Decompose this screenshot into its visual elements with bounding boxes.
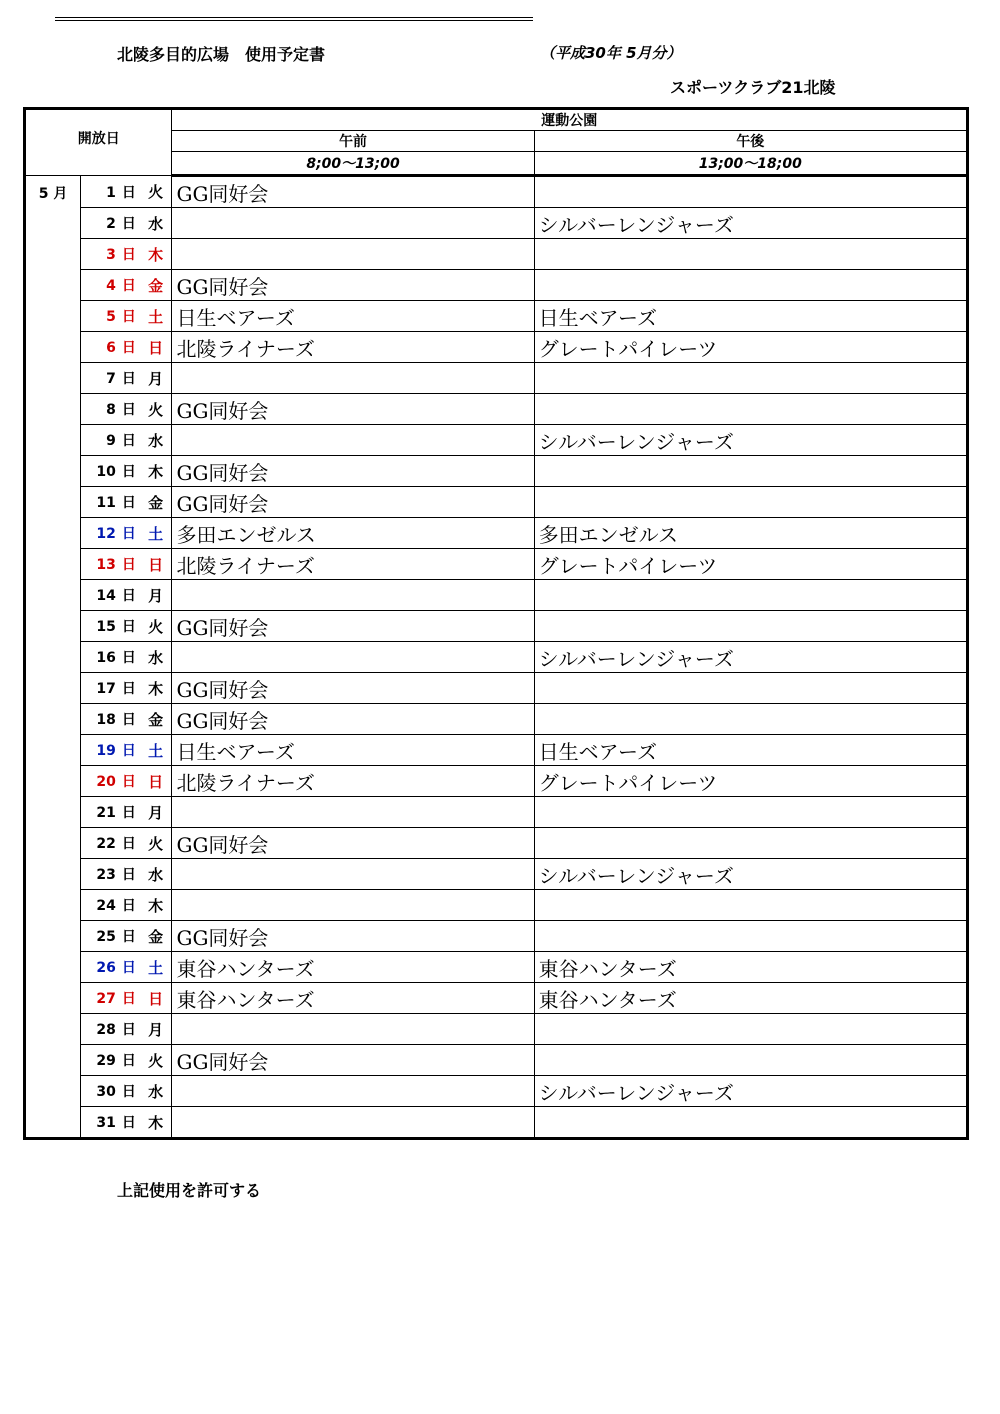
table-row bbox=[25, 518, 968, 549]
day-cell bbox=[81, 797, 140, 828]
day-cell bbox=[81, 518, 140, 549]
pm-booking: グレートパイレーツ bbox=[534, 549, 967, 580]
weekday-cell: 水 bbox=[140, 859, 172, 890]
table-row bbox=[25, 208, 968, 239]
pm-booking: グレートパイレーツ bbox=[534, 332, 967, 363]
day-suffix: 日 bbox=[121, 495, 136, 511]
table-row bbox=[25, 952, 968, 983]
day-number: 19 bbox=[96, 743, 116, 759]
day-number: 27 bbox=[96, 991, 116, 1007]
schedule-table bbox=[23, 107, 969, 1140]
weekday-cell: 火 bbox=[140, 394, 172, 425]
day-cell bbox=[81, 673, 140, 704]
table-row bbox=[25, 1107, 968, 1139]
table-row bbox=[25, 239, 968, 270]
am-booking: 日生ベアーズ bbox=[172, 301, 534, 332]
day-number: 22 bbox=[96, 836, 116, 852]
table-row bbox=[25, 642, 968, 673]
day-cell bbox=[81, 766, 140, 797]
day-number: 13 bbox=[96, 557, 116, 573]
table-row bbox=[25, 828, 968, 859]
weekday-cell: 土 bbox=[140, 735, 172, 766]
pm-booking: シルバーレンジャーズ bbox=[534, 208, 967, 239]
am-booking: 東谷ハンターズ bbox=[172, 952, 534, 983]
day-suffix: 日 bbox=[121, 309, 136, 325]
am-booking: GG同好会 bbox=[172, 673, 534, 704]
day-number: 17 bbox=[96, 681, 116, 697]
table-row bbox=[25, 456, 968, 487]
am-booking: GG同好会 bbox=[172, 921, 534, 952]
pm-booking bbox=[534, 239, 967, 270]
day-number: 30 bbox=[96, 1084, 116, 1100]
am-booking: GG同好会 bbox=[172, 394, 534, 425]
day-suffix: 日 bbox=[121, 1022, 136, 1038]
approval-note: 上記使用を許可する bbox=[117, 1181, 262, 1200]
day-suffix: 日 bbox=[121, 619, 136, 635]
am-booking: 多田エンゼルス bbox=[172, 518, 534, 549]
day-suffix: 日 bbox=[121, 867, 136, 883]
day-cell bbox=[81, 487, 140, 518]
day-suffix: 日 bbox=[121, 836, 136, 852]
pm-booking bbox=[534, 580, 967, 611]
am-booking: GG同好会 bbox=[172, 270, 534, 301]
table-row bbox=[25, 487, 968, 518]
am-header: 午前 bbox=[172, 131, 534, 152]
pm-booking: シルバーレンジャーズ bbox=[534, 859, 967, 890]
pm-booking bbox=[534, 176, 967, 208]
day-suffix: 日 bbox=[121, 278, 136, 294]
weekday-cell: 金 bbox=[140, 487, 172, 518]
table-row bbox=[25, 1014, 968, 1045]
weekday-cell: 日 bbox=[140, 766, 172, 797]
day-cell bbox=[81, 735, 140, 766]
day-cell bbox=[81, 394, 140, 425]
table-row bbox=[25, 890, 968, 921]
am-booking bbox=[172, 890, 534, 921]
pm-booking bbox=[534, 797, 967, 828]
weekday-cell: 日 bbox=[140, 332, 172, 363]
day-cell bbox=[81, 1107, 140, 1139]
day-cell bbox=[81, 425, 140, 456]
day-cell bbox=[81, 456, 140, 487]
day-cell bbox=[81, 1014, 140, 1045]
weekday-cell: 金 bbox=[140, 921, 172, 952]
pm-booking bbox=[534, 487, 967, 518]
period-label: （平成30年 5月分） bbox=[540, 44, 682, 62]
weekday-cell: 土 bbox=[140, 301, 172, 332]
weekday-cell: 月 bbox=[140, 363, 172, 394]
pm-booking: 多田エンゼルス bbox=[534, 518, 967, 549]
day-number: 24 bbox=[96, 898, 116, 914]
day-suffix: 日 bbox=[121, 1084, 136, 1100]
day-suffix: 日 bbox=[121, 743, 136, 759]
weekday-cell: 月 bbox=[140, 580, 172, 611]
day-suffix: 日 bbox=[121, 371, 136, 387]
day-cell bbox=[81, 890, 140, 921]
table-row bbox=[25, 425, 968, 456]
day-suffix: 日 bbox=[121, 650, 136, 666]
day-suffix: 日 bbox=[121, 774, 136, 790]
pm-booking bbox=[534, 363, 967, 394]
weekday-cell: 水 bbox=[140, 425, 172, 456]
am-booking bbox=[172, 1014, 534, 1045]
table-row bbox=[25, 735, 968, 766]
weekday-cell: 金 bbox=[140, 704, 172, 735]
pm-booking bbox=[534, 1045, 967, 1076]
pm-header: 午後 bbox=[534, 131, 967, 152]
pm-booking bbox=[534, 673, 967, 704]
table-row bbox=[25, 1045, 968, 1076]
pm-booking bbox=[534, 704, 967, 735]
weekday-cell: 火 bbox=[140, 611, 172, 642]
weekday-cell: 土 bbox=[140, 518, 172, 549]
day-cell bbox=[81, 859, 140, 890]
am-booking bbox=[172, 797, 534, 828]
day-number: 28 bbox=[96, 1022, 116, 1038]
table-row bbox=[25, 766, 968, 797]
day-suffix: 日 bbox=[121, 526, 136, 542]
day-number: 15 bbox=[96, 619, 116, 635]
day-cell bbox=[81, 580, 140, 611]
weekday-cell: 木 bbox=[140, 239, 172, 270]
pm-booking: 日生ベアーズ bbox=[534, 301, 967, 332]
pm-booking bbox=[534, 890, 967, 921]
am-booking bbox=[172, 363, 534, 394]
pm-booking: シルバーレンジャーズ bbox=[534, 642, 967, 673]
day-number: 23 bbox=[96, 867, 116, 883]
day-suffix: 日 bbox=[121, 960, 136, 976]
day-suffix: 日 bbox=[121, 805, 136, 821]
pm-time-header: 13;00～18;00 bbox=[534, 152, 967, 176]
weekday-cell: 火 bbox=[140, 176, 172, 208]
weekday-cell: 火 bbox=[140, 1045, 172, 1076]
am-booking: GG同好会 bbox=[172, 487, 534, 518]
organization-name: スポーツクラブ21北陵 bbox=[670, 78, 836, 97]
day-cell bbox=[81, 983, 140, 1014]
day-cell bbox=[81, 921, 140, 952]
table-row bbox=[25, 332, 968, 363]
day-suffix: 日 bbox=[121, 898, 136, 914]
weekday-cell: 木 bbox=[140, 456, 172, 487]
day-cell bbox=[81, 301, 140, 332]
weekday-cell: 木 bbox=[140, 1107, 172, 1139]
day-cell bbox=[81, 270, 140, 301]
day-number: 8 bbox=[106, 402, 116, 418]
pm-booking: 東谷ハンターズ bbox=[534, 952, 967, 983]
day-number: 6 bbox=[106, 340, 116, 356]
am-booking: GG同好会 bbox=[172, 704, 534, 735]
table-row bbox=[25, 549, 968, 580]
am-booking bbox=[172, 1076, 534, 1107]
am-booking: GG同好会 bbox=[172, 456, 534, 487]
document-title: 北陵多目的広場 使用予定書 bbox=[117, 45, 326, 64]
am-booking: GG同好会 bbox=[172, 611, 534, 642]
pm-booking: グレートパイレーツ bbox=[534, 766, 967, 797]
table-row bbox=[25, 859, 968, 890]
weekday-cell: 水 bbox=[140, 208, 172, 239]
day-number: 26 bbox=[96, 960, 116, 976]
day-number: 18 bbox=[96, 712, 116, 728]
am-booking bbox=[172, 425, 534, 456]
day-cell bbox=[81, 1076, 140, 1107]
day-cell bbox=[81, 363, 140, 394]
am-time-header: 8;00～13;00 bbox=[172, 152, 534, 176]
table-row bbox=[25, 983, 968, 1014]
day-suffix: 日 bbox=[121, 402, 136, 418]
am-booking: GG同好会 bbox=[172, 1045, 534, 1076]
day-suffix: 日 bbox=[121, 340, 136, 356]
day-number: 4 bbox=[106, 278, 116, 294]
day-number: 5 bbox=[106, 309, 116, 325]
am-booking bbox=[172, 642, 534, 673]
day-cell bbox=[81, 828, 140, 859]
day-number: 11 bbox=[96, 495, 116, 511]
table-row bbox=[25, 301, 968, 332]
pm-booking bbox=[534, 828, 967, 859]
pm-booking: 日生ベアーズ bbox=[534, 735, 967, 766]
day-cell bbox=[81, 952, 140, 983]
pm-booking: シルバーレンジャーズ bbox=[534, 1076, 967, 1107]
pm-booking bbox=[534, 1107, 967, 1139]
table-row bbox=[25, 611, 968, 642]
weekday-cell: 金 bbox=[140, 270, 172, 301]
table-row bbox=[25, 270, 968, 301]
day-cell bbox=[81, 549, 140, 580]
venue-header: 運動公園 bbox=[172, 109, 968, 131]
table-row bbox=[25, 704, 968, 735]
day-cell bbox=[81, 704, 140, 735]
month-label: 5 月 bbox=[25, 176, 81, 1139]
pm-booking bbox=[534, 1014, 967, 1045]
day-suffix: 日 bbox=[121, 464, 136, 480]
am-booking: GG同好会 bbox=[172, 828, 534, 859]
pm-booking bbox=[534, 921, 967, 952]
am-booking: 北陵ライナーズ bbox=[172, 332, 534, 363]
day-suffix: 日 bbox=[121, 433, 136, 449]
day-suffix: 日 bbox=[121, 216, 136, 232]
weekday-cell: 日 bbox=[140, 549, 172, 580]
day-suffix: 日 bbox=[121, 1115, 136, 1131]
day-suffix: 日 bbox=[121, 712, 136, 728]
day-cell bbox=[81, 208, 140, 239]
day-number: 25 bbox=[96, 929, 116, 945]
day-number: 9 bbox=[106, 433, 116, 449]
day-number: 29 bbox=[96, 1053, 116, 1069]
day-suffix: 日 bbox=[121, 247, 136, 263]
day-number: 3 bbox=[106, 247, 116, 263]
table-row bbox=[25, 673, 968, 704]
table-row bbox=[25, 580, 968, 611]
pm-booking bbox=[534, 456, 967, 487]
top-rule bbox=[55, 17, 533, 21]
schedule-rows bbox=[25, 176, 968, 1139]
weekday-cell: 日 bbox=[140, 983, 172, 1014]
day-number: 12 bbox=[96, 526, 116, 542]
day-suffix: 日 bbox=[121, 991, 136, 1007]
weekday-cell: 水 bbox=[140, 642, 172, 673]
am-booking: 日生ベアーズ bbox=[172, 735, 534, 766]
day-suffix: 日 bbox=[121, 681, 136, 697]
day-cell bbox=[81, 611, 140, 642]
day-number: 21 bbox=[96, 805, 116, 821]
day-cell bbox=[81, 332, 140, 363]
table-row bbox=[25, 394, 968, 425]
day-suffix: 日 bbox=[121, 557, 136, 573]
day-suffix: 日 bbox=[121, 1053, 136, 1069]
day-cell bbox=[81, 239, 140, 270]
day-number: 31 bbox=[96, 1115, 116, 1131]
day-number: 20 bbox=[96, 774, 116, 790]
am-booking bbox=[172, 208, 534, 239]
weekday-cell: 土 bbox=[140, 952, 172, 983]
weekday-cell: 月 bbox=[140, 1014, 172, 1045]
weekday-cell: 火 bbox=[140, 828, 172, 859]
am-booking: 北陵ライナーズ bbox=[172, 549, 534, 580]
table-row bbox=[25, 1076, 968, 1107]
table-row bbox=[25, 797, 968, 828]
day-number: 2 bbox=[106, 216, 116, 232]
pm-booking bbox=[534, 270, 967, 301]
weekday-cell: 月 bbox=[140, 797, 172, 828]
day-number: 16 bbox=[96, 650, 116, 666]
day-number: 14 bbox=[96, 588, 116, 604]
am-booking bbox=[172, 859, 534, 890]
day-number: 10 bbox=[96, 464, 116, 480]
day-number: 7 bbox=[106, 371, 116, 387]
day-suffix: 日 bbox=[121, 929, 136, 945]
day-number: 1 bbox=[106, 184, 116, 201]
table-row bbox=[25, 921, 968, 952]
day-suffix: 日 bbox=[121, 184, 136, 201]
table-row bbox=[25, 176, 968, 208]
open-day-header: 開放日 bbox=[25, 109, 172, 176]
day-cell bbox=[81, 642, 140, 673]
pm-booking: シルバーレンジャーズ bbox=[534, 425, 967, 456]
day-cell bbox=[81, 1045, 140, 1076]
am-booking: 東谷ハンターズ bbox=[172, 983, 534, 1014]
am-booking bbox=[172, 239, 534, 270]
table-row bbox=[25, 363, 968, 394]
weekday-cell: 木 bbox=[140, 890, 172, 921]
am-booking: 北陵ライナーズ bbox=[172, 766, 534, 797]
am-booking: GG同好会 bbox=[172, 176, 534, 208]
pm-booking bbox=[534, 611, 967, 642]
weekday-cell: 水 bbox=[140, 1076, 172, 1107]
pm-booking: 東谷ハンターズ bbox=[534, 983, 967, 1014]
day-suffix: 日 bbox=[121, 588, 136, 604]
pm-booking bbox=[534, 394, 967, 425]
day-cell bbox=[81, 176, 140, 208]
am-booking bbox=[172, 1107, 534, 1139]
am-booking bbox=[172, 580, 534, 611]
weekday-cell: 木 bbox=[140, 673, 172, 704]
